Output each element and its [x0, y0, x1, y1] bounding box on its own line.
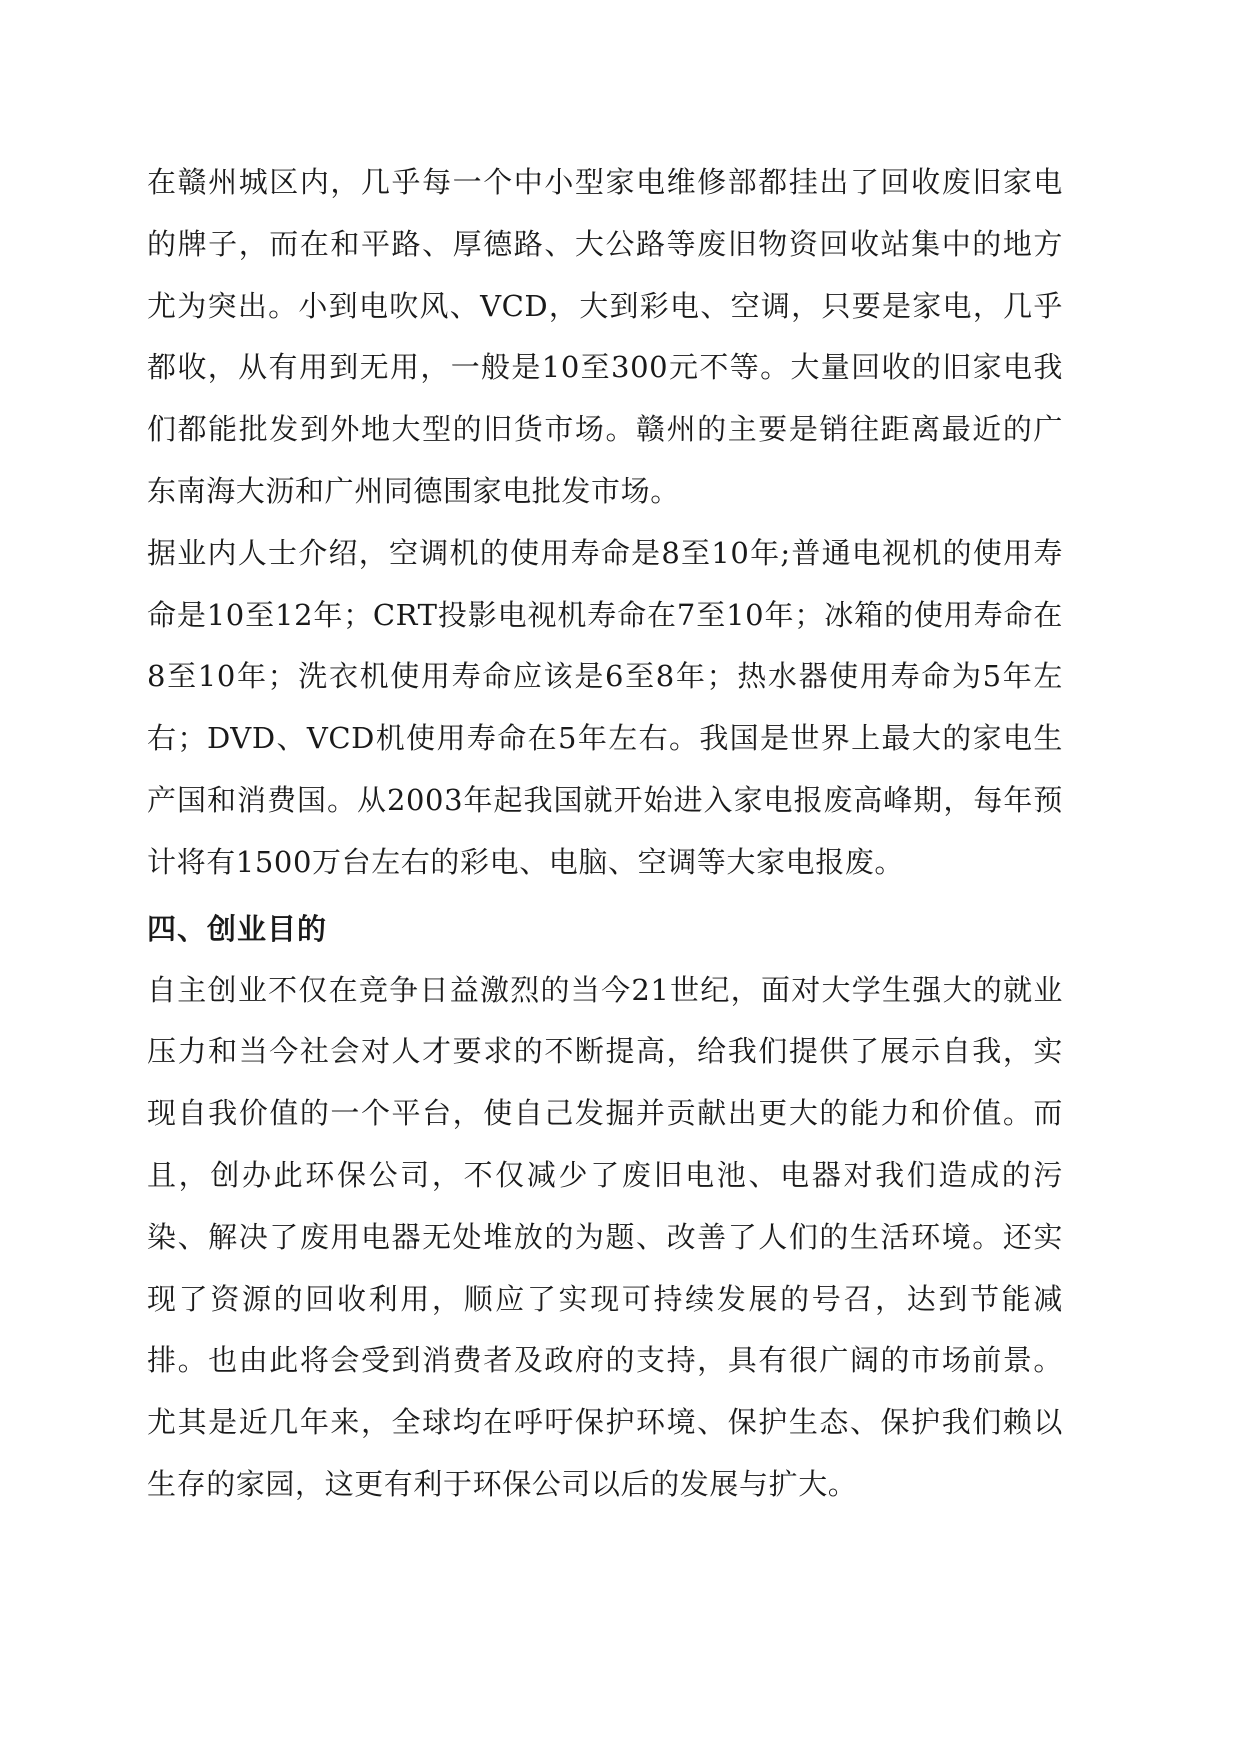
- document-body: [147, 152, 1063, 1516]
- paragraph-appliance-lifespan: 据业内人士介绍，空调机的使用寿命是8至10年;普通电视机的使用寿命是10至12年；CRT投影电视机寿命在7至10年；冰箱的使用寿命在8至10年；洗衣机使用寿命应该是6至8年；热水器使用寿命为5年左右；DVD、VCD机使用寿命在5年左右。我国是世界上最大的家电生产国和消费国。从2003年起我国就开始进入家电报废高峰期，每年预计将有1500万台左右的彩电、电脑、空调等大家电报废。: [147, 535, 1063, 879]
- section-heading-startup-purpose: 四、创业目的: [147, 911, 328, 946]
- paragraph-recycling-market: 在赣州城区内，几乎每一个中小型家电维修部都挂出了回收废旧家电的牌子，而在和平路、厚德路、大公路等废旧物资回收站集中的地方尤为突出。小到电吹风、VCD，大到彩电、空调，只要是家电，几乎都收，从有用到无用，一般是10至300元不等。大量回收的旧家电我们都能批发到外地大型的旧货市场。赣州的主要是销往距离最近的广东南海大沥和广州同德围家电批发市场。: [147, 165, 1063, 508]
- paragraph-startup-purpose: 自主创业不仅在竞争日益激烈的当今21世纪，面对大学生强大的就业压力和当今社会对人才要求的不断提高，给我们提供了展示自我，实现自我价值的一个平台，使自己发掘并贡献出更大的能力和价值。而且，创办此环保公司，不仅减少了废旧电池、电器对我们造成的污染、解决了废用电器无处堆放的为题、改善了人们的生活环境。还实现了资源的回收利用，顺应了实现可持续发展的号召，达到节能减排。也由此将会受到消费者及政府的支持，具有很广阔的市场前景。尤其是近几年来，全球均在呼吁保护环境、保护生态、保护我们赖以生存的家园，这更有利于环保公司以后的发展与扩大。: [147, 972, 1063, 1501]
